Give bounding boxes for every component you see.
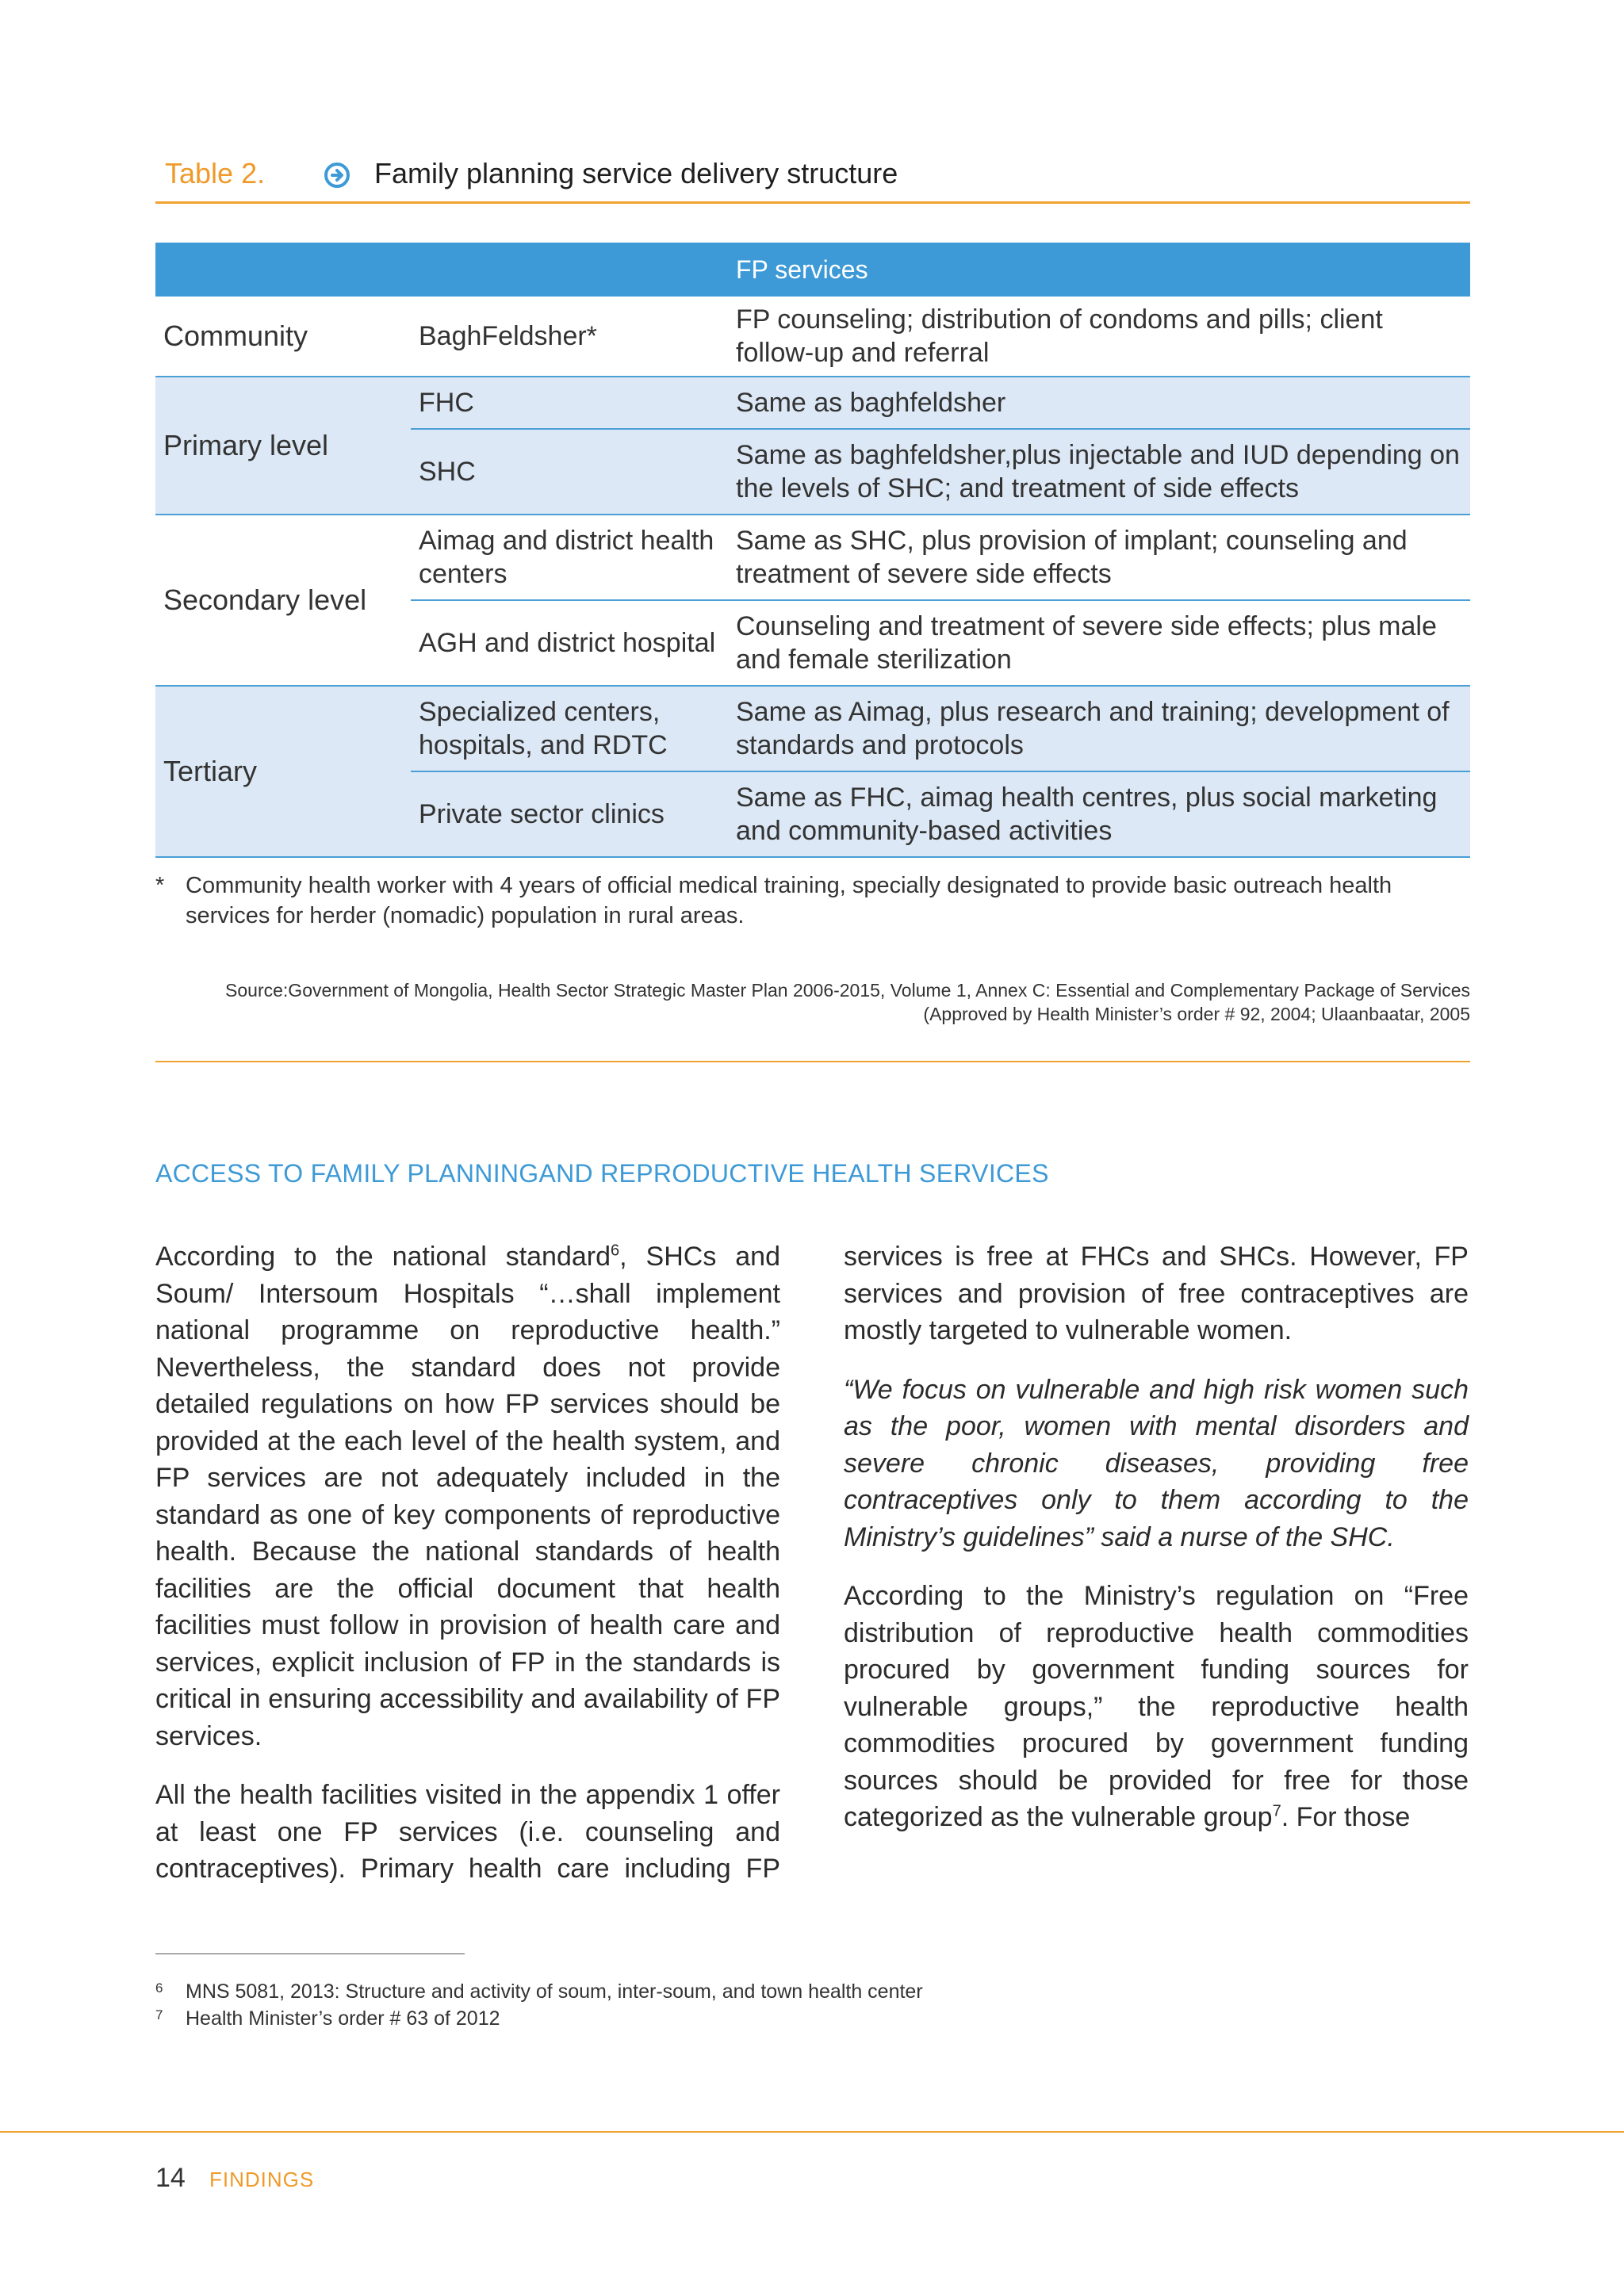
body-column-left — [155, 1238, 780, 1910]
divider — [155, 1061, 1470, 1062]
services-cell: FP counseling; distribution of condoms and pills; client follow-up and referral — [728, 297, 1470, 377]
table-caption — [155, 155, 1470, 204]
provider-cell: FHC — [411, 377, 728, 429]
footnote-number: 6 — [155, 1980, 163, 1996]
paragraph-text: According to the Ministry’s regulation on “Free distribution of reproductive health commodities procured by government funding sources for vulnerable groups,” the reproductive health commodities procured by government funding sources should be provided for free for those categorized as the vulnerable group — [844, 1581, 1469, 1832]
page-number: 14 — [155, 2163, 186, 2193]
paragraph: services is free at FHCs and SHCs. However, FP services and provision of free contraceptives are mostly targeted to vulnerable women. — [844, 1242, 1469, 1345]
services-cell: Same as FHC, aimag health centres, plus social marketing and community-based activities — [728, 771, 1470, 857]
footer-divider — [0, 2131, 1624, 2133]
provider-cell: Private sector clinics — [411, 771, 728, 857]
level-cell: Secondary level — [155, 515, 411, 686]
arrow-circle-right-icon — [324, 162, 350, 189]
footnote-ref: 7 — [1272, 1802, 1281, 1820]
header-cell-empty — [155, 243, 411, 297]
paragraph-text: . For those — [1281, 1802, 1411, 1832]
level-cell: Primary level — [155, 377, 411, 515]
header-fp-services: FP services — [728, 243, 1470, 297]
section-heading: ACCESS TO FAMILY PLANNINGAND REPRODUCTIVE HEALTH SERVICES — [155, 1159, 1049, 1188]
footnote-text: Health Minister’s order # 63 of 2012 — [186, 2007, 500, 2030]
level-cell: Community — [155, 297, 411, 377]
section-label: FINDINGS — [209, 2168, 315, 2191]
services-cell: Same as SHC, plus provision of implant; counseling and treatment of severe side effects — [728, 515, 1470, 600]
table-row — [155, 515, 1470, 600]
provider-cell: SHC — [411, 429, 728, 515]
provider-cell: AGH and district hospital — [411, 600, 728, 686]
body-column-right — [844, 1238, 1469, 1858]
provider-cell: Specialized centers, hospitals, and RDTC — [411, 686, 728, 771]
footnote-number: 7 — [155, 2007, 163, 2022]
table-row — [155, 297, 1470, 377]
table-row — [155, 686, 1470, 771]
quote-paragraph: “We focus on vulnerable and high risk women such as the poor, women with mental disorders and severe chronic diseases, providing free contraceptives only to them according to the Ministry’s guidelines” said a nurse of the SHC. — [844, 1374, 1469, 1552]
footnote-ref: 6 — [611, 1242, 620, 1260]
table-source — [155, 978, 1470, 1026]
table-row — [155, 377, 1470, 429]
services-cell: Same as baghfeldsher,plus injectable and IUD depending on the levels of SHC; and treatment of side effects — [728, 429, 1470, 515]
level-cell: Tertiary — [155, 686, 411, 857]
services-cell: Counseling and treatment of severe side effects; plus male and female sterilization — [728, 600, 1470, 686]
paragraph — [155, 1238, 780, 1755]
paragraph-text: According to the national standard — [155, 1242, 611, 1272]
source-line: Source:Government of Mongolia, Health Sector Strategic Master Plan 2006-2015, Volume 1, Annex C: Essential and Complementary Package of Services — [225, 980, 1470, 1001]
table-number: Table 2. — [165, 157, 266, 189]
fp-service-table — [155, 243, 1470, 858]
paragraph: All the health facilities visited in the appendix 1 offer at least one FP services (i.e. counseling and contraceptives). Primary health care including FP — [155, 1780, 780, 1884]
provider-cell: BaghFeldsher* — [411, 297, 728, 377]
paragraph-text: , SHCs and Soum/ Intersoum Hospitals “…shall implement national programme on reproductive health.” Nevertheless, the standard does not provide detailed regulations on how FP services should be provided at the each level of the health system, and FP services are not adequately included in the standard as one of key components of reproductive health. Because the national standards of health facilities are the official document that health facilities must follow in provision of health care and services, explicit inclusion of FP in the standards is critical in ensuring accessibility and availability of FP services. — [155, 1242, 780, 1751]
footnote-text: Community health worker with 4 years of official medical training, specially designated to provide basic outreach health services for herder (nomadic) population in rural areas. — [186, 873, 1392, 928]
header-cell-empty — [411, 243, 728, 297]
source-line: (Approved by Health Minister’s order # 92, 2004; Ulaanbaatar, 2005 — [923, 1004, 1470, 1024]
services-cell: Same as Aimag, plus research and training; development of standards and protocols — [728, 686, 1470, 771]
provider-cell: Aimag and district health centers — [411, 515, 728, 600]
table-title: Family planning service delivery structure — [374, 157, 898, 189]
services-cell: Same as baghfeldsher — [728, 377, 1470, 429]
table-header-row — [155, 243, 1470, 297]
footnote-asterisk: * — [155, 873, 165, 898]
paragraph — [844, 1578, 1469, 1836]
footnote-text: MNS 5081, 2013: Structure and activity of soum, inter-soum, and town health center — [186, 1980, 923, 2003]
